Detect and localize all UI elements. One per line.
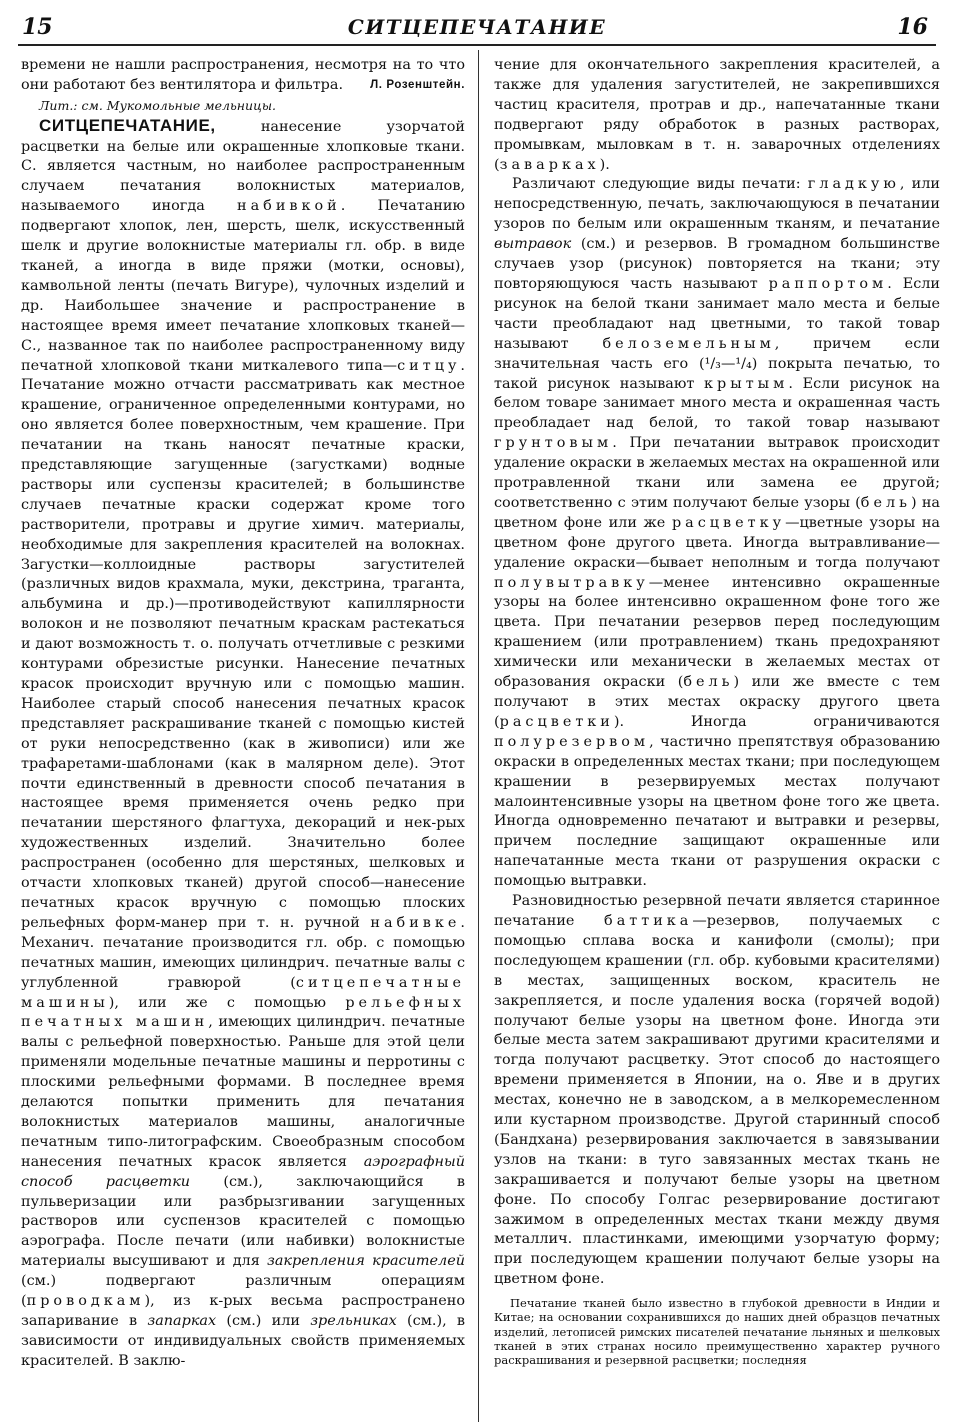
text-run: ), или же с помощью	[108, 994, 346, 1011]
text-run: ) или же вместе с тем получают в этих местах окраску другого цвета (	[494, 674, 940, 730]
spaced-term: рельефных печатных машин	[21, 994, 465, 1031]
spaced-term: набивкой	[237, 198, 341, 215]
page-number-left: 15	[22, 14, 53, 40]
intro-text: времени не нашли распространения, несмотря на то что они работают без вентилятора и фильтра.	[21, 57, 465, 93]
spaced-term: бель	[860, 494, 911, 511]
article-headword: СИТЦЕПЕЧАТАНИЕ,	[39, 115, 216, 135]
text-run: —менее интенсивно окрашенные узоры на более интенсивно окрашенном фоне того же цвета. При печатании резервов перед последующим крашением (или протравлением) ткань предохраняют химически или механически в желаемых местах от образования окраски (	[494, 574, 940, 691]
text-run: . При печатании вытравок происходит удаление окраски в желаемых местах на окрашенной или протравленной ткани или замена ее другой; соответственно с этим получают белые узоры (	[494, 435, 940, 511]
continuation-paragraph	[494, 56, 940, 175]
text-run: , причем если значительная часть его (¹/₃—¹/₄) покрыта печатью, то такой рисунок называют	[494, 335, 940, 392]
right-column	[494, 56, 940, 1367]
history-note	[494, 1296, 940, 1367]
text-run: . Если рисунок на белой ткани занимает мало места и белые части преобладают над цветными, то такой товар называют	[494, 275, 940, 352]
spaced-term: бель	[683, 674, 734, 691]
page-number-right: 16	[897, 14, 928, 40]
spaced-term: ситцу	[397, 357, 461, 374]
cross-reference[interactable]: вытравок	[494, 236, 572, 253]
text-run: , частично препятствуя образованию окраски в определенных местах ткани; при последующем крашении в резервируемых местах получают малоинтенсивные узоры на цветном фоне того же цвета. Иногда одновременно печатают и вытравки и резервы, причем последние защищают окрашенные или напечатанные места ткани от разрушения окраски с помощью вытравки.	[494, 733, 940, 890]
text-run: , или непосредственную, печать, заключающуюся в печатании узоров по белым или окрашенным тканям, и печатание	[494, 176, 940, 233]
article-body	[21, 116, 465, 1372]
spaced-term: проводкам	[26, 1293, 145, 1310]
cross-reference[interactable]: аэрографный способ расцветки	[21, 1153, 465, 1190]
spaced-term: ситцепечатные машины	[21, 974, 465, 1011]
author-signature: Л. Розенштейн.	[370, 78, 465, 91]
text-run: —цветные узоры на цветном фоне другого цвета. Иногда вытравливание—удаление окраски—бывает неполным и тогда получают	[494, 514, 940, 571]
spaced-term: полурезервом	[494, 733, 650, 750]
spaced-term: грунтовым	[494, 435, 613, 452]
spaced-term: заварках	[499, 156, 600, 173]
text-run: , имеющих цилиндрич. печатные валы с рельефной поверхностью. Раньше для этой цели применяли модельные печатные машины и перротины с плоскими рельефными формами. В последнее время делаются попытки применить для печатания волокнистых материалов машины, аналогичные печатным типо-литографским. Своеобразным способом нанесения печатных красок является	[21, 1014, 465, 1170]
text-run: . Печатанию подвергают хлопок, лен, шерсть, шелк, искусственный шелк и другие волокнистые материалы гл. обр. в виде тканей, а иногда в виде пряжи (мотки, основы), камвольной ленты (печать Вигуре), чулочных изделий и др. Наибольшее значение и распространение в настоящее время имеет печатание хлопковых тканей—С., названное так по наиболее распространенному виду печатной хлопковой ткани миткалевого типа—	[21, 198, 465, 374]
text-run: (см.), в зависимости от индивидуальных свойств применяемых красителей. В заклю-	[21, 1313, 465, 1369]
text-run: Различают следующие виды печати:	[512, 176, 808, 193]
cross-reference[interactable]: закрепления красителей	[266, 1253, 465, 1270]
text-run: чение для окончательного закрепления красителей, а также для удаления загустителей, не закрепившихся частиц красителя, протрав и др., напечатанные ткани подвергают ряду обработок в разных растворах, промывкам, мыловкам в т. н. заварочных отделениях (	[494, 57, 940, 173]
spaced-term: раппортом	[768, 275, 888, 292]
left-column	[21, 56, 465, 1372]
text-run: (см.) или	[216, 1313, 311, 1329]
print-types-paragraph	[494, 175, 940, 892]
spaced-term: расцветку	[671, 514, 786, 531]
text-run: . Если рисунок на белом товаре занимает много места и окрашенная часть преобладает над белой, то такой товар называют	[494, 375, 940, 432]
column-divider	[478, 50, 479, 1422]
text-run: ), из к-рых весьма распространено запаривание в	[21, 1293, 465, 1329]
spaced-term: гладкую	[807, 176, 900, 193]
literature-reference: Лит.: см. Мукомольные мельницы.	[39, 97, 276, 113]
spaced-term: полувытравку	[494, 574, 649, 591]
spaced-term: набивке	[370, 914, 461, 931]
text-run: Разновидностью резервной печати является старинное печатание	[494, 893, 940, 929]
text-run: (см.) и резервов. В громадном большинстве случаев узор (рисунок) повторяется на ткани; эту повторяющуюся часть называют	[494, 236, 940, 292]
text-run: —резервов, получаемых с помощью сплава воска и канифоли (смолы); при последующем крашении (гл. обр. кубовыми красителями) в местах, защищенных воском, краситель не закрепляется, и после удаления воска (горячей водой) получают белые узоры на цветном фоне. Иногда эти белые места затем закрашивают другими красителями и тогда получают расцветку. Этот способ до настоящего времени применяется в Японии, на о. Яве и в других местах, конечно не в заводском, а в мелкоремесленном или кустарном производстве. Другой старинный способ (Бандхана) резервирования заключается в завязывании узлов на ткани: в туго завязанных местах ткань не закрашивается и получают белые узоры на цветном фоне. По способу Голгас резервирование достигают зажимом в определенных местах ткани между двумя металлич. пластинками, имеющими узорчатую форму; при последующем крашении получают белые узоры на цветном фоне.	[494, 912, 940, 1288]
history-note-text: Печатание тканей было известно в глубокой древности в Индии и Китае; на основании сохранившихся до наших дней образцов печатных изделий, летописей римских писателей печатание льняных и шелковых тканей в этих странах носило преимущественно характер ручного раскрашивания и резервной расцветки; последняя	[494, 1296, 940, 1367]
cross-reference[interactable]: зрельниках	[310, 1313, 397, 1329]
cross-reference[interactable]: запарках	[147, 1313, 217, 1329]
text-run: (см.), заключающийся в пульверизации или разбрызгивании загущенных растворов или суспензов красителей с помощью аэрографа. После печати (или набивки) волокнистые материалы высушивают и для	[21, 1173, 465, 1270]
spaced-term: крытым	[704, 375, 789, 392]
spaced-term: белоземельным	[602, 335, 775, 352]
batik-paragraph	[494, 892, 940, 1290]
text-run: (см.) подвергают различным операциям (	[21, 1273, 465, 1310]
spaced-term: баттика	[604, 912, 693, 929]
spaced-term: расцветки	[499, 713, 614, 730]
text-run: ) на цветном фоне или же	[494, 494, 940, 531]
running-title: СИТЦЕПЕЧАТАНИЕ	[347, 15, 607, 39]
text-run: . Механич. печатание производится гл. обр. с помощью печатных машин, имеющих цилиндрич. печатные валы с углубленной гравюрой (	[21, 914, 465, 991]
text-run: нанесение узорчатой расцветки на белые или окрашенные хлопковые ткани. С. является частным, но наиболее распространенным случаем печатания волокнистых материалов, называемого иногда	[21, 118, 465, 215]
text-run: . Печатание можно отчасти рассматривать как местное крашение, ограниченное определенными контурами, но оно является более поверхностным, чем крашение. При печатании на ткань наносят печатные краски, представляющие загущенные (загустками) водные растворы или суспензы красителей; в большинстве случаев печатные краски содержат кроме того растворители, протравы и другие химич. материалы, необходимые для закрепления красителей на волокнах. Загустки—коллоидные растворы загустителей (различных видов крахмала, муки, декстрина, траганта, альбумина и др.)—противодействуют капиллярности волокон и не позволяют печатным краскам растекаться и дают возможность т. о. получать отчетливые с резкими контурами обрезистые рисунки. Нанесение печатных красок происходит вручную или с помощью машин. Наиболее старый способ нанесения печатных красок представляет раскрашивание тканей с помощью кистей от руки непосредственно (как в живописи) или же трафаретами-шаблонами (как в малярном деле). Этот почти единственный в древности способ печатания в настоящее время применяется очень редко при печатании шерстяного флагтуха, декораций и нек-рых художественных изделий. Значительно более распространен (особенно для шерстяных, шелковых и отчасти хлопковых тканей) другой способ—нанесение печатных красок вручную с помощью плоских рельефных форм-манер при т. н. ручной	[21, 357, 465, 931]
page-header	[18, 6, 936, 46]
text-run: ).	[599, 156, 610, 173]
text-run: ). Иногда ограничиваются	[613, 713, 940, 730]
